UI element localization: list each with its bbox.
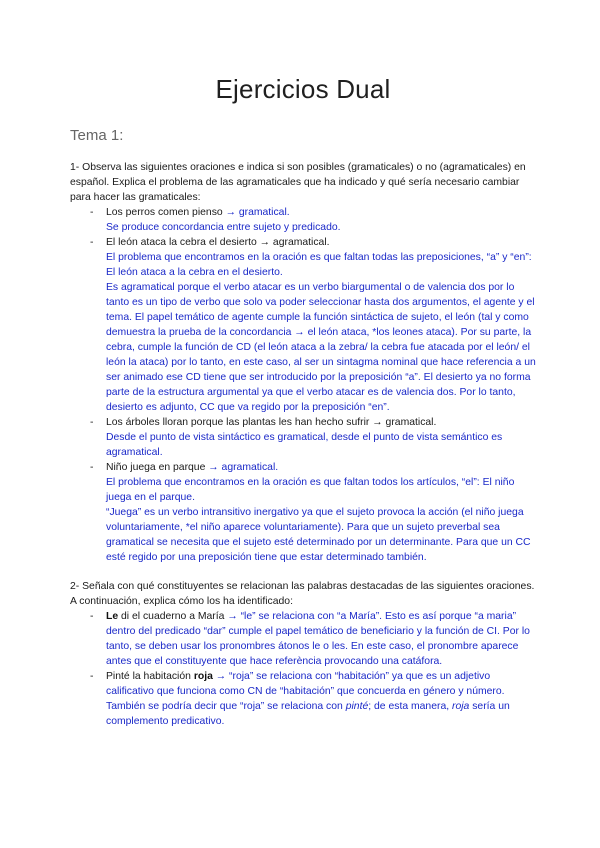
exercise-1-list (70, 205, 536, 565)
highlighted-word: Le (106, 611, 119, 622)
list-item (70, 609, 536, 669)
verdict: → gramatical. (225, 207, 290, 218)
list-item (70, 460, 536, 565)
verdict: → gramatical. (372, 417, 437, 428)
list-item (70, 669, 536, 729)
sentence: El león ataca la cebra el desierto (106, 237, 257, 248)
verdict: → agramatical. (208, 462, 279, 473)
exercise-1-intro: 1- Observa las siguientes oraciones e indica si son posibles (gramaticales) o no (agramaticales) en español. Explica el problema de las agramaticales que ha indicado y qué sería necesario cambiar para hacer las gramaticales: (70, 162, 526, 203)
highlighted-word: roja (193, 671, 213, 682)
explanation: El problema que encontramos en la oración es que faltan todas las preposiciones, “a” y “en”: El león ataca a la cebra en el desierto. (106, 252, 532, 278)
italic-word: pinté (345, 701, 369, 712)
exercise-2 (70, 579, 536, 729)
sentence: Los perros comen pienso (106, 207, 223, 218)
verdict: → agramatical. (259, 237, 330, 248)
exercise-2-list (70, 609, 536, 729)
dash-bullet: - (90, 611, 94, 622)
explanation: “Juega” es un verbo intransitivo inergativo ya que el sujeto provoca la acción (el niño juega voluntariamente, *el niño aparece voluntariamente). Para que un sujeto preverbal sea gramatical se necesita que el sujeto esté determinado por un determinante. Para que un CC esté regido por una preposición tiene que estar determinado también. (106, 507, 531, 563)
explanation: Es agramatical porque el verbo atacar es un verbo biargumental o de valencia dos por lo tanto es un tipo de verbo que solo va poder seleccionar hasta dos argumentos, el agente y el tema. El papel temático de agente cumple la función sintáctica de sujeto, el león (tal y como demuestra la prueba de la concordancia → el león ataca, *los leones ataca). Por su parte, la cebra, cumple la función de CD (el león ataca a la zebra/ la cebra fue atacada por el león/ el león la ataca) por lo tanto, en este caso, al ser un sintagma nominal que hace referencia a un ser animado ese CD tiene que ser introducido por la preposición “a”. El desierto ya no forma parte de la estructura argumental ya que el verbo atacar es de valencia dos. Por lo tanto, desierto es adjunto, CC que va regido por la preposición “en”. (106, 282, 536, 413)
dash-bullet: - (90, 237, 94, 248)
explanation: Se produce concordancia entre sujeto y predicado. (106, 222, 341, 233)
dash-bullet: - (90, 671, 94, 682)
exercise-2-intro: 2- Señala con qué constituyentes se relacionan las palabras destacadas de las siguientes oraciones. A continuación, explica cómo los ha identificado: (70, 581, 535, 607)
sentence: Los árboles lloran porque las plantas les han hecho sufrir (106, 417, 370, 428)
dash-bullet: - (90, 417, 94, 428)
list-item (70, 415, 536, 460)
document-title: Ejercicios Dual (215, 74, 391, 104)
sentence: Niño juega en parque (106, 462, 206, 473)
section-subtitle: Tema 1: (70, 127, 124, 144)
dash-bullet: - (90, 462, 94, 473)
exercise-1 (70, 160, 536, 565)
list-item (70, 235, 536, 415)
explanation: → “roja” se relaciona con “habitación” ya que es un adjetivo calificativo que funciona como CN de “habitación” que concuerda en género y número. También se podría decir que “roja” se relaciona con (106, 671, 505, 712)
list-item (70, 205, 536, 235)
italic-word: roja (452, 701, 470, 712)
explanation: ; de esta manera, (368, 701, 452, 712)
dash-bullet: - (90, 207, 94, 218)
explanation: → “le” se relaciona con “a María”. Esto es así porque “a maria” dentro del predicado “dar” cumple el papel temático de beneficiario y la función de CI. Por lo tanto, se deben usar los pronombres átonos le o les. En este caso, el pronombre aparece antes que el constituyente que hace referència provocando una catáfora. (106, 611, 530, 667)
sentence: di el cuaderno a María (118, 611, 228, 622)
explanation: sería un complemento predicativo. (106, 701, 510, 727)
sentence: Pinté la habitación (106, 671, 194, 682)
document-page (70, 72, 536, 729)
explanation: Desde el punto de vista sintáctico es gramatical, desde el punto de vista semántico es agramatical. (106, 432, 503, 458)
explanation: El problema que encontramos en la oración es que faltan todos los artículos, “el”: El niño juega en el parque. (106, 477, 515, 503)
spacer (70, 565, 536, 579)
